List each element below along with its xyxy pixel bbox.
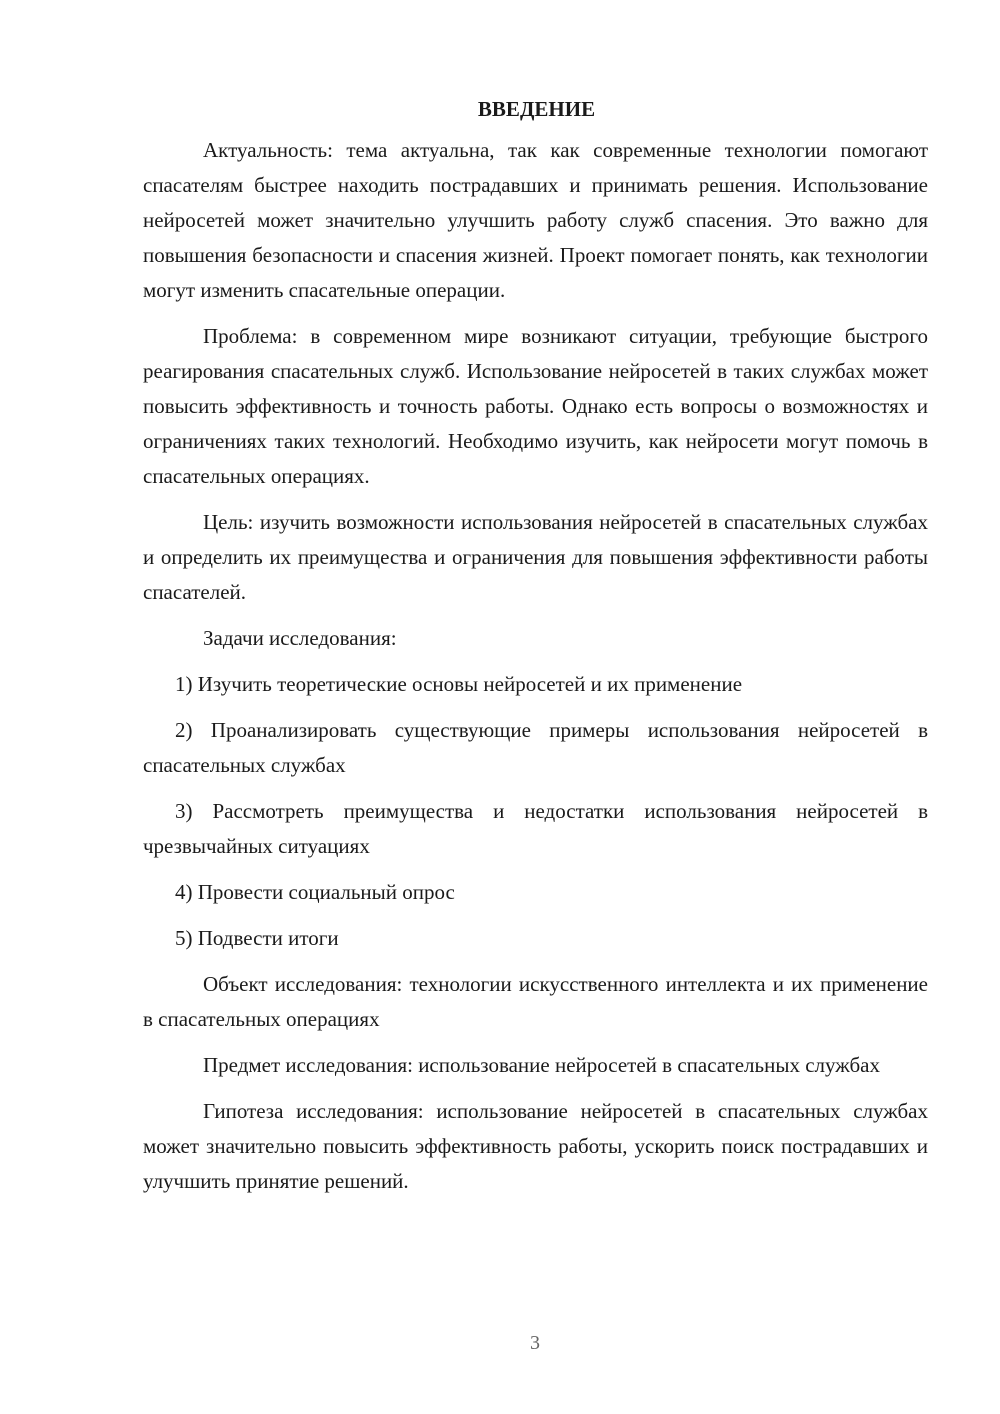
- tasks-heading: Задачи исследования:: [203, 626, 397, 650]
- task-item: 5) Подвести итоги: [175, 926, 339, 950]
- section-title: ВВЕДЕНИЕ: [477, 97, 596, 121]
- page-number: 3: [530, 1332, 540, 1354]
- hypothesis-paragraph: Гипотеза исследования: использование нейросетей в спасательных службах может значительно повысить эффективность работы, ускорить поиск пострадавших и улучшить принятие решений.: [143, 1099, 928, 1193]
- goal-paragraph: Цель: изучить возможности использования нейросетей в спасательных службах и определить их преимущества и ограничения для повышения эффективности работы спасателей.: [143, 510, 928, 604]
- object-paragraph: Объект исследования: технологии искусственного интеллекта и их применение в спасательных операциях: [143, 972, 928, 1031]
- task-item: 4) Провести социальный опрос: [175, 880, 455, 904]
- task-item: 1) Изучить теоретические основы нейросетей и их применение: [175, 672, 743, 696]
- subject-paragraph: Предмет исследования: использование нейросетей в спасательных службах: [203, 1053, 880, 1077]
- task-item: 3) Рассмотреть преимущества и недостатки использования нейросетей в чрезвычайных ситуациях: [143, 799, 928, 858]
- problem-paragraph: Проблема: в современном мире возникают ситуации, требующие быстрого реагирования спасательных служб. Использование нейросетей в таких службах может повысить эффективность и точность работы. Однако есть вопросы о возможностях и ограничениях таких технологий. Необходимо изучить, как нейросети могут помочь в спасательных операциях.: [143, 324, 928, 488]
- relevance-paragraph: Актуальность: тема актуальна, так как современные технологии помогают спасателям быстрее находить пострадавших и принимать решения. Использование нейросетей может значительно улучшить работу служб спасения. Это важно для повышения безопасности и спасения жизней. Проект помогает понять, как технологии могут изменить спасательные операции.: [143, 138, 928, 302]
- document-page: [143, 92, 928, 1210]
- task-item: 2) Проанализировать существующие примеры использования нейросетей в спасательных службах: [143, 718, 928, 777]
